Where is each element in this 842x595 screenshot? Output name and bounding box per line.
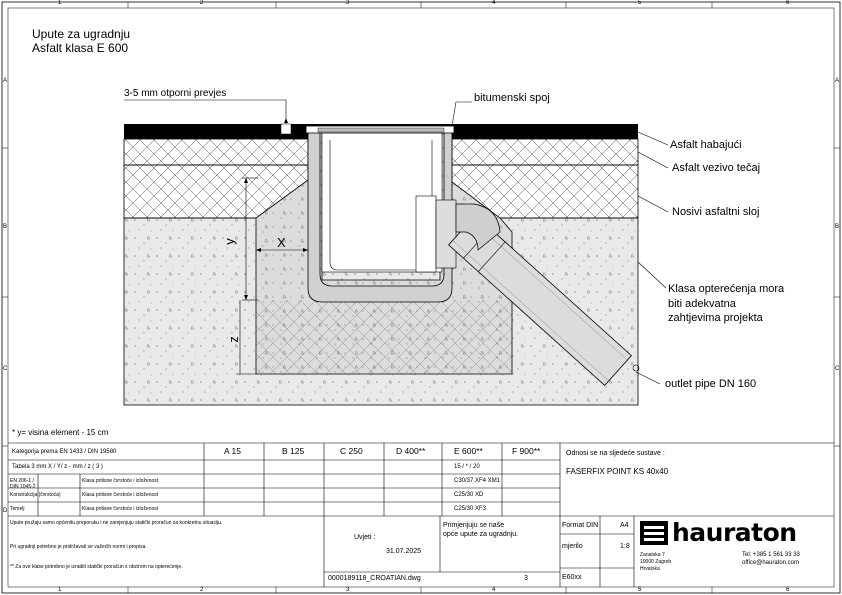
side-row1-e600: C30/37 XF4 XM1 (454, 478, 501, 484)
dim-z: z (225, 336, 241, 343)
applies-line-2: opće upute za ugradnju. (443, 531, 519, 538)
label-prevjes: 3-5 mm otporni prevjes (124, 88, 227, 99)
company-logo: hauraton (672, 518, 797, 547)
address-1: Zanatska 7 (640, 552, 665, 558)
grid-number-6: 6 (786, 0, 790, 6)
grid-number-6-bottom: 6 (786, 587, 790, 593)
phone: Tel: +385 1 561 33 33 (742, 552, 800, 558)
class-c250: C 250 (340, 446, 363, 456)
format-value: A4 (620, 522, 629, 529)
address-3: Hrvatska (640, 566, 660, 572)
grid-number-4: 4 (492, 0, 496, 6)
grid-number-2: 2 (200, 0, 204, 6)
side-row2-e600: C25/30 XD (454, 492, 484, 498)
dim-x: X (277, 235, 286, 250)
class-e600: E 600** (454, 446, 483, 456)
drawing-title: Upute za ugradnju (32, 27, 131, 41)
table-row2-e600: 15 / * / 20 (454, 464, 480, 470)
side-row2-col2: Klasa pritisne čvrstoće i izloženost (82, 492, 159, 498)
address-2: 10000 Zagreb (640, 559, 672, 565)
date: 31.07.2025 (386, 548, 422, 555)
label-nosivi: Nosivi asfaltni sloj (672, 206, 760, 218)
grid-letter-d: D (3, 508, 8, 514)
sheet-id: E60xx (562, 574, 582, 581)
grid-number-4-bottom: 4 (492, 587, 496, 593)
label-klasa-3: zahtjevima projekta (668, 312, 763, 324)
grid-letter-c-right: C (835, 366, 840, 372)
footnote: * y= visina element - 15 cm (12, 428, 109, 437)
grid-number-3-bottom: 3 (346, 587, 350, 593)
grid-letter-c: C (3, 366, 8, 372)
hauraton-logo-icon (640, 521, 668, 545)
scale-value: 1:8 (620, 543, 630, 550)
side-row3-e600: C25/30 XF3 (454, 506, 487, 512)
grid-number-2-bottom: 2 (200, 587, 204, 593)
table-row1-label: Kategorija prema EN 1433 / DIN 19580 (12, 449, 117, 455)
format-label: Format DIN (562, 522, 599, 529)
drawing-subtitle: Asfalt klasa E 600 (32, 41, 129, 55)
system-label: Odnosi se na sljedeće sustave : (566, 450, 665, 457)
uvjeti-label: Uvjeti : (354, 534, 376, 541)
class-b125: B 125 (282, 446, 305, 456)
email: office@hauraton.com (742, 560, 800, 566)
grid-number-5-bottom: 5 (638, 587, 642, 593)
grid-letter-a-right: A (835, 78, 840, 84)
side-row1-col2: Klasa pritisne čvrstoće i izloženost (82, 478, 159, 484)
notes-1: Upute pružaju samo općenitu preporuku i ne zamjenjuju statički proračun za konkretnu situaciju. (10, 520, 223, 526)
grid-letter-b-right: B (835, 224, 840, 230)
grid-number-5: 5 (638, 0, 642, 6)
class-d400: D 400** (396, 446, 426, 456)
table-row2-label: Tabela 3 mm X / Y/ z - mm / z ( 3 ) (12, 464, 103, 470)
system-name: FASERFIX POINT KS 40x40 (566, 467, 669, 476)
scale-label: mjerilo (562, 543, 583, 550)
label-bitumen: bitumenski spoj (474, 92, 550, 104)
class-f900: F 900** (512, 446, 541, 456)
side-row3-col1: Temelj (10, 506, 25, 512)
dim-y: y (221, 238, 237, 245)
grid-letter-a: A (3, 78, 8, 84)
class-a15: A 15 (224, 446, 242, 456)
grid-number-3: 3 (346, 0, 350, 6)
sheet-number: 3 (524, 575, 528, 582)
label-habajuci: Asfalt habajući (670, 139, 742, 151)
notes-3: ** Za ove klase potrebno je izraditi statički proračun s obzirom na opterećenje. (10, 564, 183, 570)
label-klasa-1: Klasa opterećenja mora (668, 283, 785, 295)
grid-letter-b: B (3, 224, 8, 230)
grid-number-1-bottom: 1 (58, 587, 62, 593)
side-row1-col1: EN 206-1 / DIN 1045-2 (10, 478, 36, 490)
side-row2-col1: Konstrukcija (čvrstoća) (10, 492, 61, 498)
file-name: 0000189118_CROATIAN.dwg (328, 575, 421, 582)
label-klasa-2: biti adekvatna (668, 298, 736, 310)
notes-2: Pri ugradnji potrebno je pridržavati se važećih normi i propisa. (10, 544, 147, 550)
label-outlet: outlet pipe DN 160 (665, 378, 757, 390)
applies-line-1: Primjenjuju se naše (443, 522, 505, 529)
grid-number-1: 1 (58, 0, 62, 6)
side-row3-col2: Klasa pritisne čvrstoće i izloženost (82, 506, 159, 512)
label-vezivo: Asfalt vezivo tečaj (672, 162, 761, 174)
